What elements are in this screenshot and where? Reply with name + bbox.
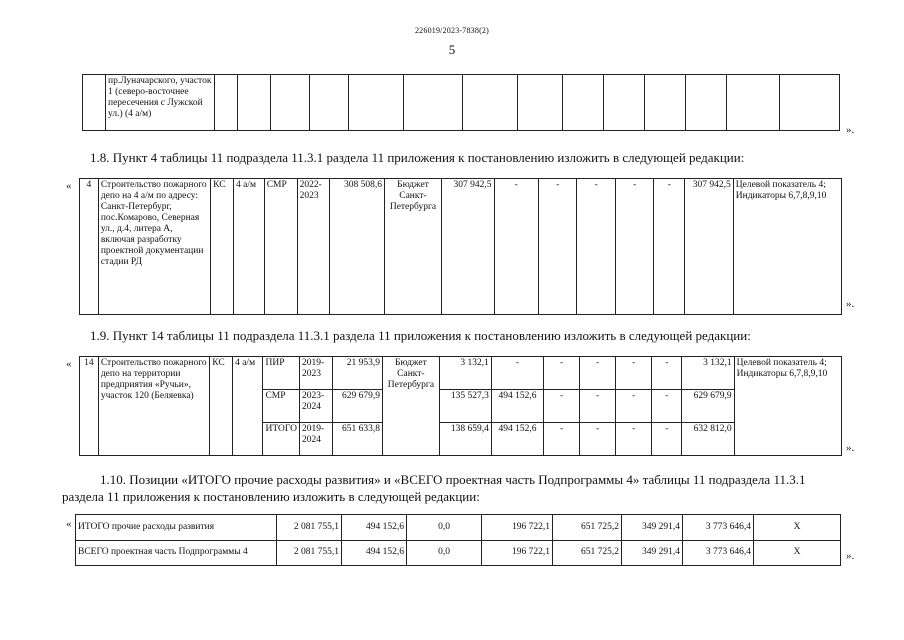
cell-total: 308 508,6 (330, 179, 385, 315)
cell-sum: 307 942,5 (685, 179, 734, 315)
cell-v3: - (544, 390, 580, 423)
cell-c3: 0,0 (407, 540, 482, 566)
cell-years: 2019-2023 (299, 357, 332, 390)
cell-note: Целевой показатель 4; Индикаторы 6,7,8,9,10 (733, 179, 841, 315)
open-quote: « (66, 518, 72, 530)
table-row (76, 540, 841, 566)
cell-v3: - (544, 357, 580, 390)
cell-total: 629 679,9 (332, 390, 382, 423)
cell-v5: - (615, 179, 654, 315)
cell-type: КС (210, 357, 233, 456)
cell-v4: - (580, 423, 616, 456)
document-code: 226019/2023-7838(2) (414, 26, 489, 35)
paragraph-1-10-line2: раздела 11 приложения к постановлению изложить в следующей редакции: (62, 489, 480, 504)
cell-power: 4 а/м (233, 357, 263, 456)
paragraph-1-8: 1.8. Пункт 4 таблицы 11 подраздела 11.3.1 раздела 11 приложения к постановлению изложить в следующей редакции: (90, 150, 745, 165)
cell-c2: 494 152,6 (342, 540, 407, 566)
cell-v4: - (577, 179, 616, 315)
table-row (80, 179, 842, 315)
cell-sum: 629 679,9 (682, 390, 734, 423)
table-item-14 (79, 356, 842, 456)
cell-c3: 0,0 (407, 515, 482, 541)
cell-v6: - (652, 357, 682, 390)
cell-sum: 3 132,1 (682, 357, 734, 390)
cell-v1: 3 132,1 (439, 357, 491, 390)
open-quote: « (66, 180, 72, 192)
cell-label: ВСЕГО проектная часть Подпрограммы 4 (76, 540, 277, 566)
cell-c1: 2 081 755,1 (277, 540, 342, 566)
table-row (80, 357, 842, 390)
cell-v5: - (616, 390, 652, 423)
close-quote: ». (846, 124, 855, 136)
cell-source: Бюджет Санкт-Петербурга (382, 357, 439, 456)
open-quote: « (66, 358, 72, 370)
cell-object: Строительство пожарного депо на 4 а/м по адресу: Санкт-Петербург, пос.Комарово, Северная ул., д.4, литера А, включая разработку проектной документации стадии РД (98, 179, 210, 315)
close-quote: ». (846, 550, 855, 562)
paragraph-1-9: 1.9. Пункт 14 таблицы 11 подраздела 11.3.1 раздела 11 приложения к постановлению изложить в следующей редакции: (90, 328, 751, 343)
table-continuation (82, 74, 840, 131)
cell-total: 21 953,9 (332, 357, 382, 390)
cell-c7: 3 773 646,4 (683, 540, 754, 566)
cell-c8: X (754, 515, 841, 541)
cell-power: 4 а/м (234, 179, 265, 315)
cell-v1: 138 659,4 (439, 423, 491, 456)
close-quote: ». (846, 298, 855, 310)
cell-label: ИТОГО прочие расходы развития (76, 515, 277, 541)
cell-stage: СМР (264, 179, 297, 315)
cell-type: КС (211, 179, 234, 315)
cell-years: 2022-2023 (297, 179, 330, 315)
cell-v6: - (652, 423, 682, 456)
cell-v4: - (580, 390, 616, 423)
paragraph-1-10-line1: 1.10. Позиции «ИТОГО прочие расходы развития» и «ВСЕГО проектная часть Подпрограммы 4» таблицы 11 подраздела 11.3.1 (100, 472, 806, 487)
cell-c8: X (754, 540, 841, 566)
cell-stage: ПИР (263, 357, 300, 390)
cell-v2: 494 152,6 (491, 390, 543, 423)
cell-total: 651 633,8 (332, 423, 382, 456)
cell-c6: 349 291,4 (622, 540, 683, 566)
cell-source: Бюджет Санкт-Петербурга (385, 179, 442, 315)
cell-c7: 3 773 646,4 (683, 515, 754, 541)
page-number: 5 (448, 42, 456, 57)
table-row (83, 75, 840, 131)
cell-v1: 135 527,3 (439, 390, 491, 423)
table-item-4 (79, 178, 842, 315)
cell-number: 14 (80, 357, 99, 456)
cell-v6: - (654, 179, 685, 315)
cell-object: Строительство пожарного депо на территории предприятия «Ручьи», участок 120 (Беляевка) (98, 357, 209, 456)
cell-number: 4 (80, 179, 99, 315)
close-quote: ». (846, 442, 855, 454)
cell-v2: - (491, 357, 543, 390)
cell-v5: - (616, 357, 652, 390)
cell-note: Целевой показатель 4; Индикаторы 6,7,8,9,10 (734, 357, 841, 456)
cell-v3: - (538, 179, 577, 315)
cell-c4: 196 722,1 (482, 515, 553, 541)
cell-v1: 307 942,5 (441, 179, 494, 315)
table-row (76, 515, 841, 541)
cell-v4: - (580, 357, 616, 390)
cell-c5: 651 725,2 (553, 540, 622, 566)
cell-v3: - (544, 423, 580, 456)
cell-c1: 2 081 755,1 (277, 515, 342, 541)
cell-c4: 196 722,1 (482, 540, 553, 566)
cell-years: 2019-2024 (299, 423, 332, 456)
cell-stage: СМР (263, 390, 300, 423)
cell-v2: 494 152,6 (491, 423, 543, 456)
object-cell: пр.Луначарского, участок 1 (северо-восточнее пересечения с Лужской ул.) (4 а/м) (106, 75, 215, 131)
cell-stage: ИТОГО (263, 423, 300, 456)
cell-c6: 349 291,4 (622, 515, 683, 541)
cell-v2: - (494, 179, 538, 315)
cell-sum: 632 812,0 (682, 423, 734, 456)
cell-c5: 651 725,2 (553, 515, 622, 541)
cell-c2: 494 152,6 (342, 515, 407, 541)
cell-years: 2023-2024 (299, 390, 332, 423)
table-totals (75, 514, 841, 566)
cell-v6: - (652, 390, 682, 423)
cell-v5: - (616, 423, 652, 456)
